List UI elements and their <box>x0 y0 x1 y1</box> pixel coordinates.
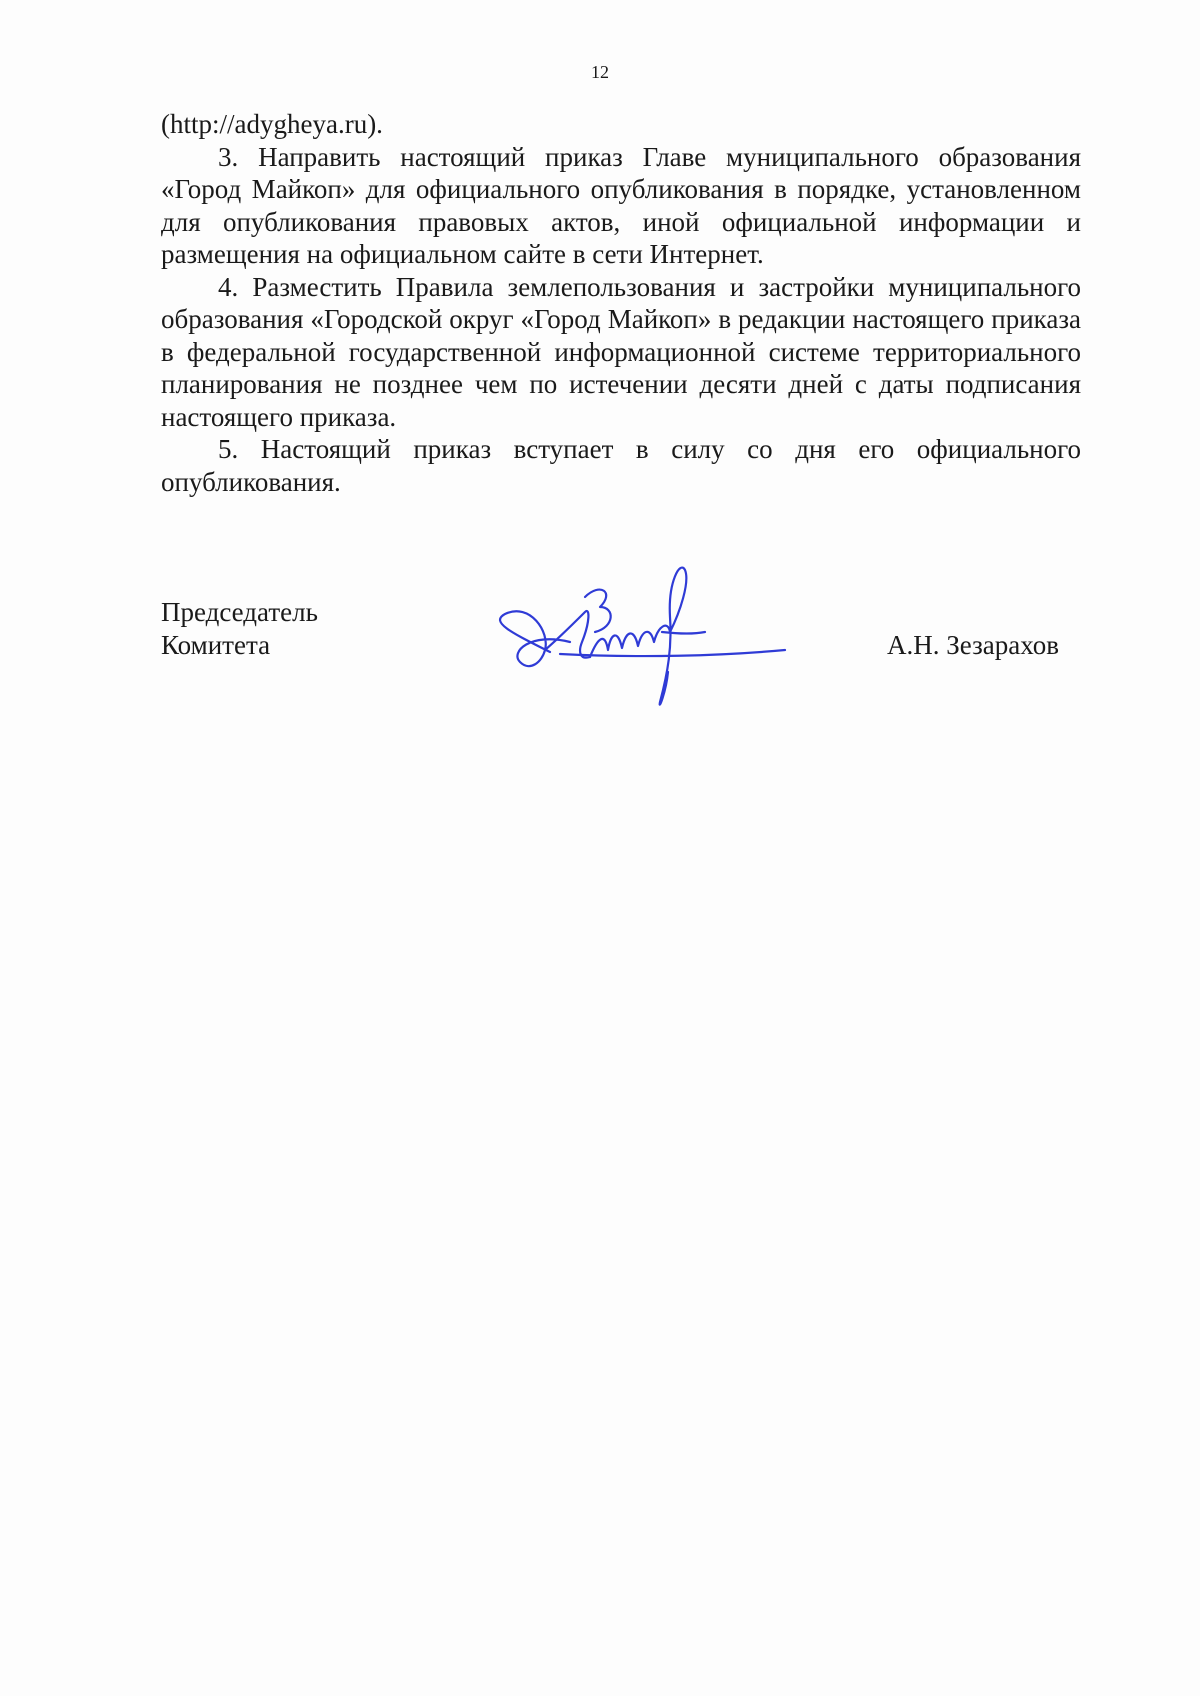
signatory-title-line1: Председатель <box>161 597 318 627</box>
signatory-title-line2: Комитета <box>161 629 271 660</box>
paragraph-item-5: 5. Настоящий приказ вступает в силу со дня его официального опубликования. <box>161 434 1081 497</box>
paragraph-item-3: 3. Направить настоящий приказ Главе муниципального образования «Город Майкоп» для официального опубликования в порядке, установленном для опубликования правовых актов, иной официальной информации и размещения на официальном сайте в сети Интернет. <box>161 141 1081 269</box>
page-number: 12 <box>591 62 609 82</box>
paragraph-url-continuation: (http://adygheya.ru). <box>161 109 383 139</box>
paragraph-item-4: 4. Разместить Правила землепользования и застройки муниципального образования «Городской округ «Город Майкоп» в редакции настоящего приказа в федеральной государственной информационной системе территориального планирования не позднее чем по истечении десяти дней с даты подписания настоящего приказа. <box>161 271 1081 432</box>
handwritten-signature <box>490 562 810 712</box>
signatory-title <box>161 596 318 661</box>
document-body <box>161 108 1081 498</box>
signatory-name: А.Н. Зезарахов <box>887 630 1059 660</box>
